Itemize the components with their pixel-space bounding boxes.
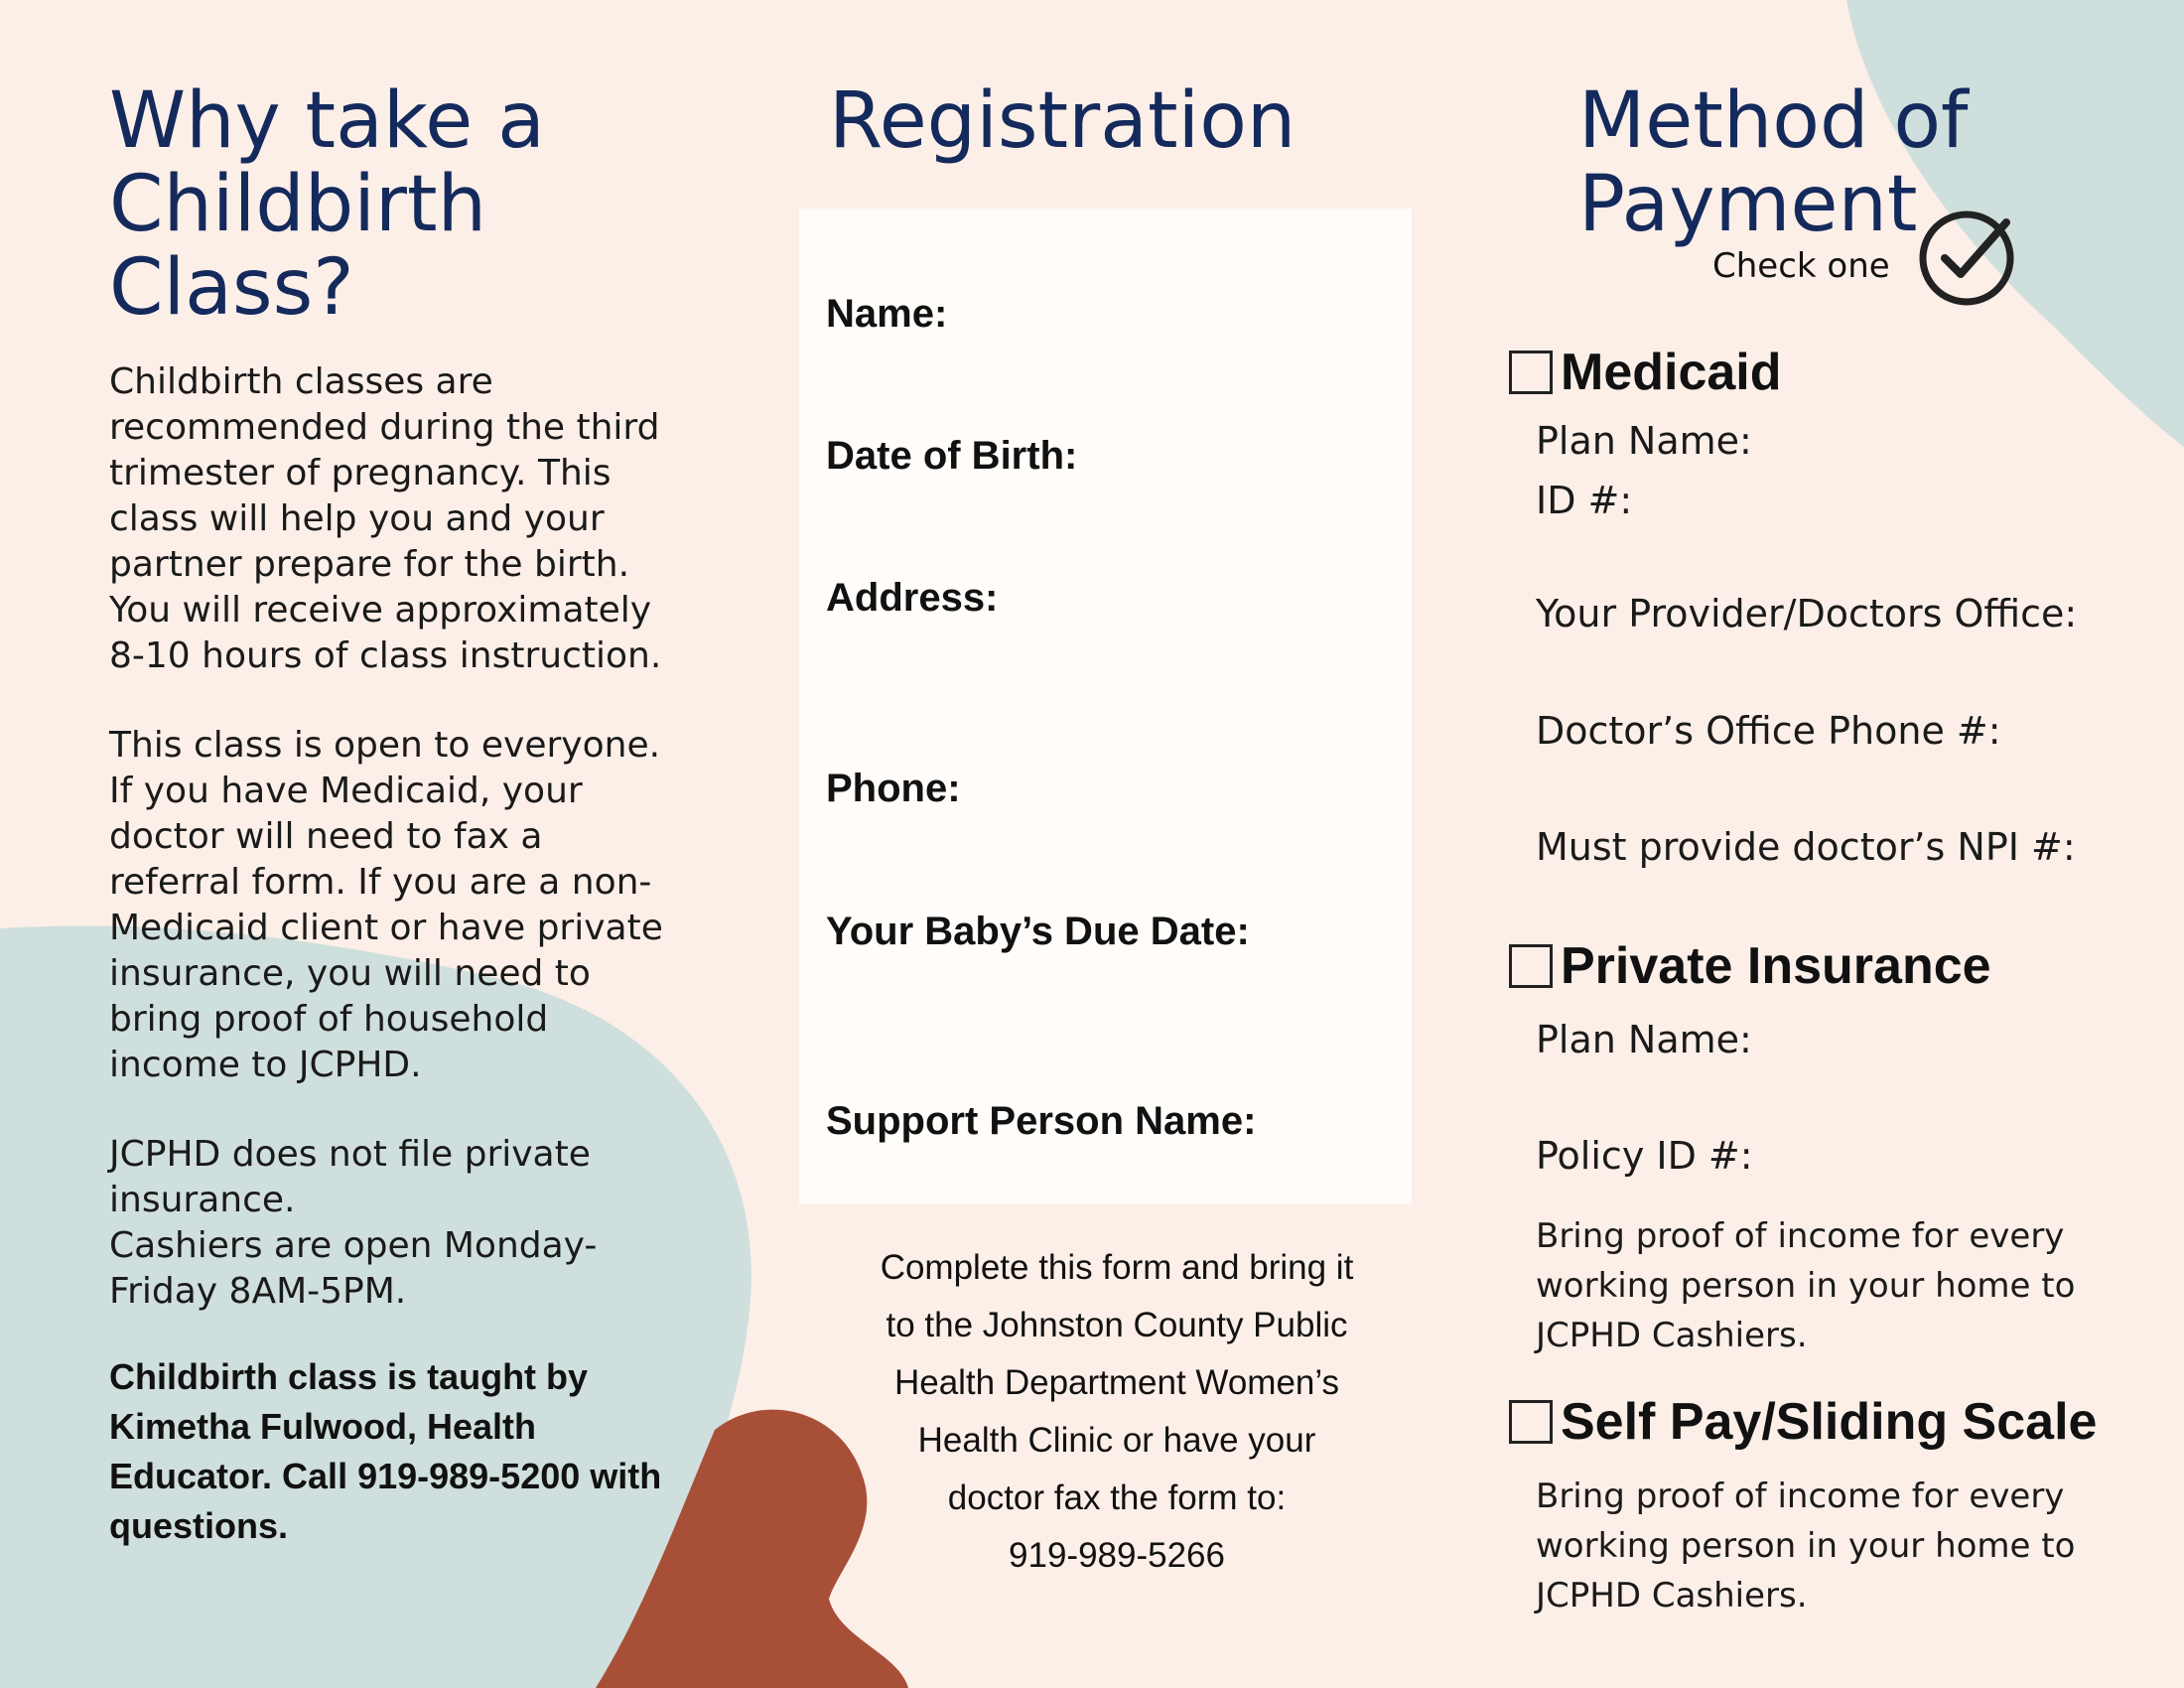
payment-title-line1: Method of (1578, 76, 1969, 166)
self-pay-option[interactable] (1509, 1392, 2097, 1452)
medicaid-checkbox[interactable] (1509, 351, 1553, 394)
medicaid-label: Medicaid (1561, 344, 1782, 401)
medicaid-plan-name[interactable]: Plan Name: (1536, 419, 1752, 463)
self-pay-checkbox[interactable] (1509, 1400, 1553, 1444)
insurance-note: JCPHD does not file private insurance. (109, 1134, 591, 1220)
due-date-field[interactable]: Your Baby’s Due Date: (826, 910, 1250, 953)
private-plan-name[interactable]: Plan Name: (1536, 1018, 1752, 1061)
registration-instructions (799, 1239, 1434, 1585)
private-insurance-label: Private Insurance (1561, 937, 1991, 995)
dob-field[interactable]: Date of Birth: (826, 434, 1078, 478)
self-pay-income-note: Bring proof of income for every working person in your home to JCPHD Cashiers. (1536, 1477, 2076, 1616)
intro-paragraph: Childbirth classes are recommended during the third trimester of pregnancy. This class will help you and your partner prepare for the birth. You will receive approximately 8-10 hours of class instruction. (109, 361, 662, 676)
instruction-line: to the Johnston County Public (886, 1306, 1348, 1344)
office-phone[interactable]: Doctor’s Office Phone #: (1536, 709, 2001, 753)
doctor-npi[interactable]: Must provide doctor’s NPI #: (1536, 825, 2076, 869)
instruction-line: Health Department Women’s (893, 1363, 1340, 1402)
check-circle-icon (1917, 209, 2016, 308)
medicaid-option[interactable] (1509, 343, 1782, 402)
private-income-note: Bring proof of income for every working person in your home to JCPHD Cashiers. (1536, 1216, 2076, 1355)
payment-column (1509, 76, 2184, 1648)
registration-title: Registration (829, 76, 1297, 166)
support-person-field[interactable]: Support Person Name: (826, 1099, 1257, 1143)
provider-office[interactable]: Your Provider/Doctors Office: (1536, 592, 2078, 635)
address-field[interactable]: Address: (826, 576, 999, 620)
instruction-line: Complete this form and bring it (880, 1248, 1354, 1287)
check-one-label: Check one (1712, 246, 1890, 286)
private-insurance-option[interactable] (1509, 936, 1991, 996)
phone-field[interactable]: Phone: (826, 767, 961, 810)
left-column (109, 76, 665, 1551)
insurance-paragraph (109, 1132, 665, 1315)
why-title: Why take a Childbirth Class? (109, 76, 545, 333)
payment-title-line2: Payment (1578, 160, 1918, 249)
registration-form (799, 209, 1412, 1204)
eligibility-paragraph: This class is open to everyone. If you have Medicaid, your doctor will need to fax a referral form. If you are a non-Medicaid client or have private insurance, you will need to bring proof of household income to JCPHD. (109, 725, 663, 1085)
instructor-info: Childbirth class is taught by Kimetha Fulwood, Health Educator. Call 919-989-5200 with questions. (109, 1356, 662, 1546)
fax-number: 919-989-5266 (1009, 1536, 1225, 1575)
medicaid-id[interactable]: ID #: (1536, 479, 1633, 522)
policy-id[interactable]: Policy ID #: (1536, 1134, 1753, 1178)
payment-title (1578, 76, 1969, 249)
instruction-line: doctor fax the form to: (947, 1478, 1287, 1517)
instruction-line: Health Clinic or have your (917, 1421, 1316, 1460)
name-field[interactable]: Name: (826, 292, 948, 336)
self-pay-label: Self Pay/Sliding Scale (1561, 1393, 2098, 1451)
private-insurance-checkbox[interactable] (1509, 944, 1553, 988)
cashier-hours: Cashiers are open Monday-Friday 8AM-5PM. (109, 1225, 598, 1312)
registration-column (799, 76, 1412, 1575)
